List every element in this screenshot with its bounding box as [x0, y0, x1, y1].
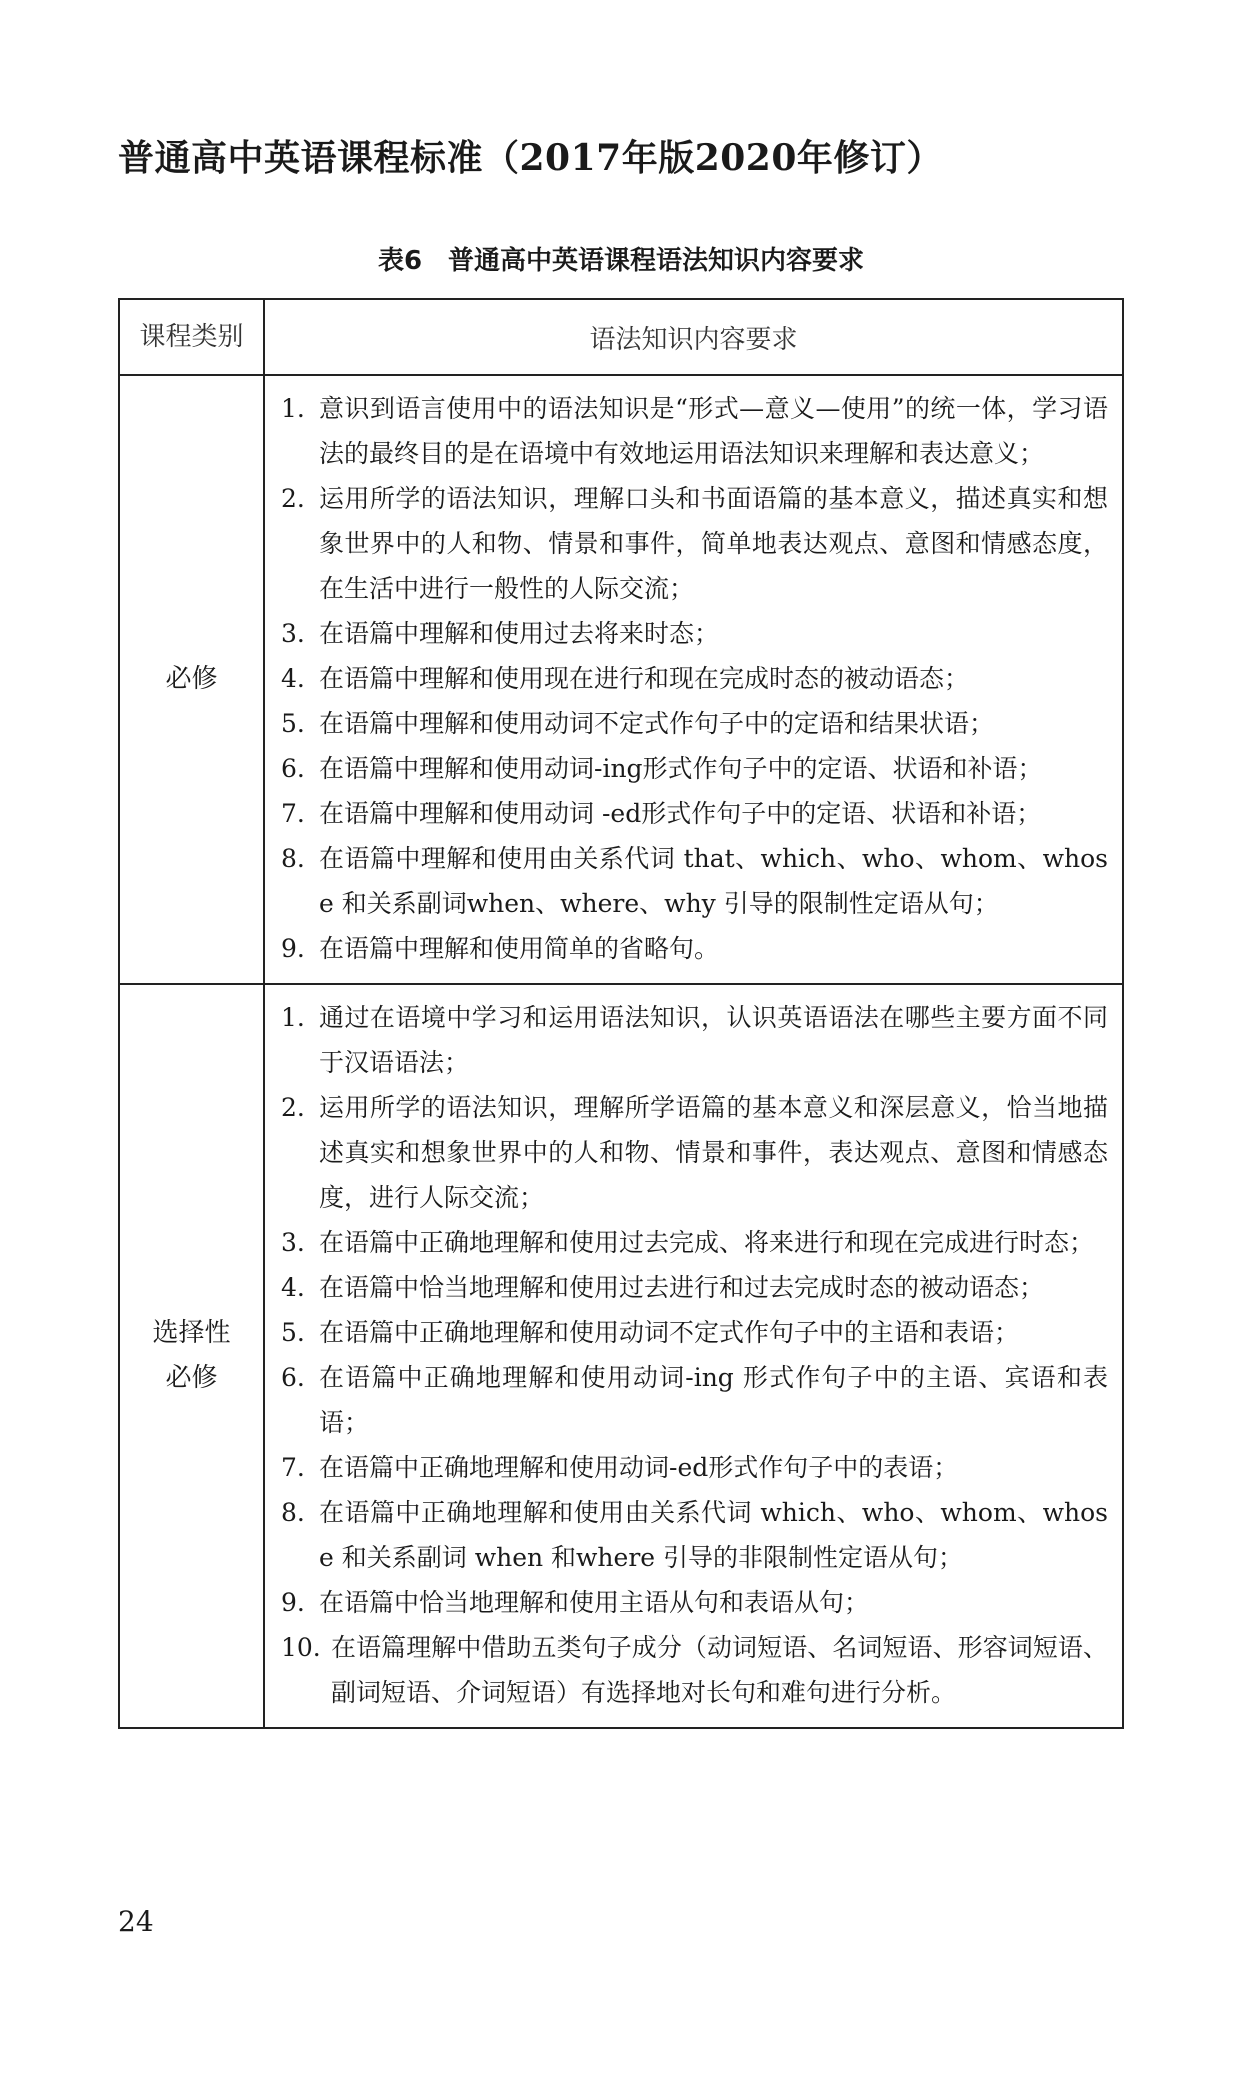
- list-item: [281, 701, 1108, 746]
- item-number: 10.: [281, 1633, 321, 1662]
- list-item: [281, 836, 1108, 926]
- category-label: 必修: [165, 664, 218, 694]
- list-item: [281, 1625, 1108, 1715]
- item-number: 6.: [281, 754, 305, 783]
- list-item: [281, 926, 1108, 971]
- requirements-cell-selective-required: [265, 985, 1122, 1727]
- list-item: [281, 1445, 1108, 1490]
- item-text: 在语篇中正确地理解和使用动词-ing 形式作句子中的主语、宾语和表语；: [319, 1363, 1108, 1437]
- table-caption-title: 普通高中英语课程语法知识内容要求: [448, 246, 865, 276]
- column-header-requirements: 语法知识内容要求: [589, 324, 798, 355]
- item-text: 在语篇理解中借助五类句子成分（动词短语、名词短语、形容词短语、副词短语、介词短语）有选择地对长句和难句进行分析。: [331, 1633, 1108, 1707]
- page-number: 24: [118, 1905, 154, 1938]
- requirements-cell-required: [265, 376, 1122, 983]
- item-number: 5.: [281, 1318, 305, 1347]
- list-item: [281, 476, 1108, 611]
- table-row-selective-required: [120, 983, 1122, 1727]
- list-item: [281, 995, 1108, 1085]
- item-number: 3.: [281, 1228, 305, 1257]
- item-number: 9.: [281, 1588, 305, 1617]
- item-text: 在语篇中恰当地理解和使用主语从句和表语从句；: [319, 1588, 870, 1617]
- list-item: [281, 1220, 1108, 1265]
- item-text: 在语篇中正确地理解和使用过去完成、将来进行和现在完成进行时态；: [319, 1228, 1095, 1257]
- item-number: 5.: [281, 709, 305, 738]
- item-text: 在语篇中正确地理解和使用动词-ed形式作句子中的表语；: [319, 1453, 959, 1482]
- item-number: 6.: [281, 1363, 305, 1392]
- category-cell-selective-required: [120, 985, 265, 1727]
- list-item: [281, 791, 1108, 836]
- requirements-list: [281, 386, 1108, 971]
- item-text: 在语篇中理解和使用简单的省略句。: [319, 934, 720, 963]
- grammar-requirements-table: [118, 298, 1124, 1729]
- item-text: 在语篇中理解和使用动词-ing形式作句子中的定语、状语和补语；: [319, 754, 1043, 783]
- item-number: 7.: [281, 799, 305, 828]
- item-text: 运用所学的语法知识，理解所学语篇的基本意义和深层意义，恰当地描述真实和想象世界中的人和物、情景和事件，表达观点、意图和情感态度，进行人际交流；: [319, 1093, 1108, 1212]
- item-number: 2.: [281, 484, 305, 513]
- item-number: 4.: [281, 664, 305, 693]
- item-text: 在语篇中理解和使用动词 -ed形式作句子中的定语、状语和补语；: [319, 799, 1042, 828]
- list-item: [281, 1490, 1108, 1580]
- list-item: [281, 1580, 1108, 1625]
- item-text: 运用所学的语法知识，理解口头和书面语篇的基本意义，描述真实和想象世界中的人和物、情景和事件，简单地表达观点、意图和情感态度，在生活中进行一般性的人际交流；: [319, 484, 1108, 603]
- list-item: [281, 1355, 1108, 1445]
- table-caption: [118, 240, 1124, 277]
- item-text: 在语篇中正确地理解和使用由关系代词 which、who、whom、whose 和关系副词 when 和where 引导的非限制性定语从句；: [319, 1498, 1108, 1572]
- list-item: [281, 1310, 1108, 1355]
- item-number: 8.: [281, 1498, 305, 1527]
- category-label-line2: 必修: [165, 1363, 218, 1393]
- item-number: 4.: [281, 1273, 305, 1302]
- item-number: 1.: [281, 1003, 305, 1032]
- table-caption-label: 表6: [377, 246, 423, 276]
- running-header-title: 普通高中英语课程标准（2017年版2020年修订）: [118, 137, 943, 179]
- item-text: 通过在语境中学习和运用语法知识，认识英语语法在哪些主要方面不同于汉语语法；: [319, 1003, 1108, 1077]
- item-text: 在语篇中理解和使用由关系代词 that、which、who、whom、whose 和关系副词when、where、why 引导的限制性定语从句；: [319, 844, 1108, 918]
- category-cell-required: [120, 376, 265, 983]
- requirements-list: [281, 995, 1108, 1715]
- list-item: [281, 1265, 1108, 1310]
- table-header-row: [120, 300, 1122, 374]
- list-item: [281, 1085, 1108, 1220]
- item-number: 1.: [281, 394, 305, 423]
- list-item: [281, 746, 1108, 791]
- item-number: 7.: [281, 1453, 305, 1482]
- category-label-line1: 选择性: [152, 1318, 231, 1348]
- table-row-required: [120, 374, 1122, 983]
- list-item: [281, 611, 1108, 656]
- item-text: 在语篇中理解和使用过去将来时态；: [319, 619, 720, 648]
- item-number: 8.: [281, 844, 305, 873]
- item-text: 在语篇中理解和使用动词不定式作句子中的定语和结果状语；: [319, 709, 995, 738]
- item-text: 在语篇中正确地理解和使用动词不定式作句子中的主语和表语；: [319, 1318, 1020, 1347]
- column-header-category: 课程类别: [120, 300, 265, 374]
- item-number: 2.: [281, 1093, 305, 1122]
- item-text: 在语篇中理解和使用现在进行和现在完成时态的被动语态；: [319, 664, 970, 693]
- item-number: 3.: [281, 619, 305, 648]
- item-number: 9.: [281, 934, 305, 963]
- list-item: [281, 656, 1108, 701]
- list-item: [281, 386, 1108, 476]
- item-text: 意识到语言使用中的语法知识是“形式—意义—使用”的统一体，学习语法的最终目的是在语境中有效地运用语法知识来理解和表达意义；: [319, 394, 1108, 468]
- item-text: 在语篇中恰当地理解和使用过去进行和过去完成时态的被动语态；: [319, 1273, 1045, 1302]
